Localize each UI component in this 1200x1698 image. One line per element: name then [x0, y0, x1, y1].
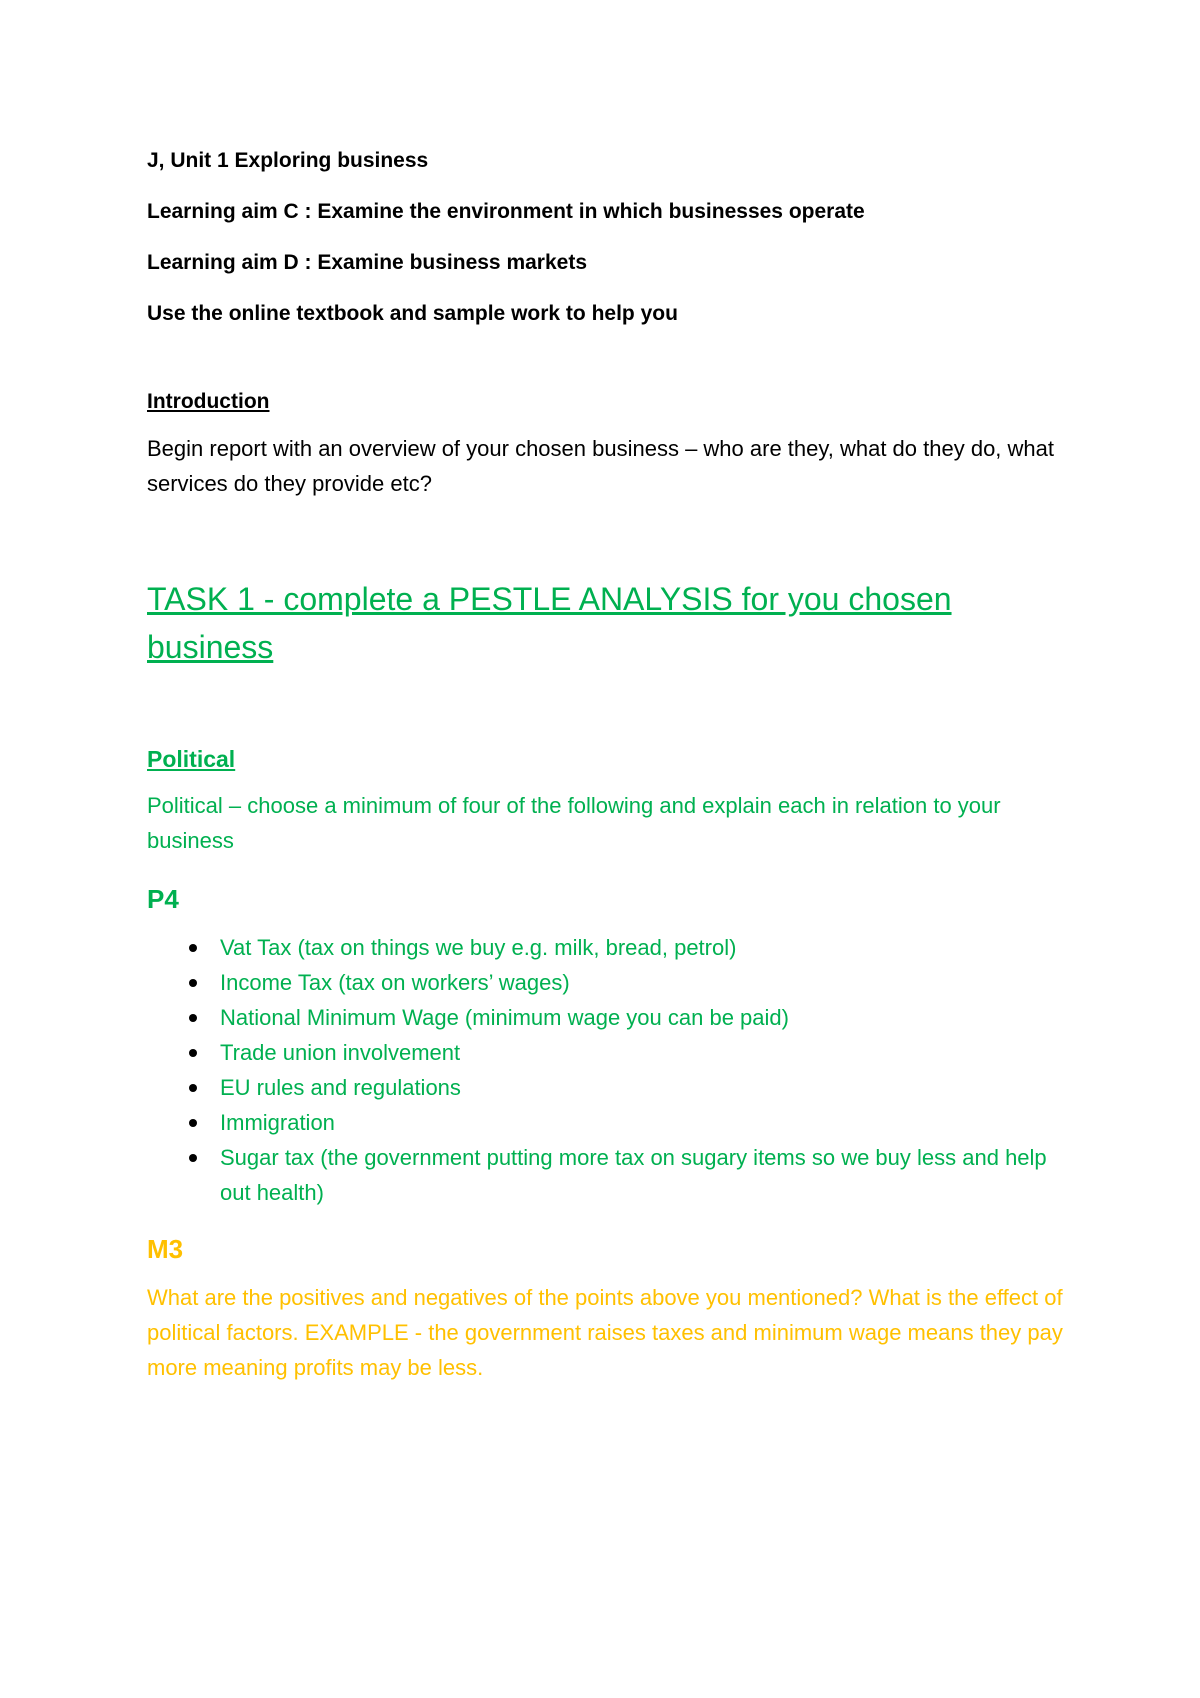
list-item-text: Immigration	[220, 1110, 335, 1135]
political-factors-list	[147, 930, 1077, 1210]
bullet-icon	[189, 1014, 197, 1022]
bullet-icon	[189, 944, 197, 952]
introduction-heading: Introduction	[147, 390, 270, 413]
list-item	[147, 965, 1077, 1000]
learning-aim-d: Learning aim D : Examine business markets	[147, 251, 587, 274]
p4-label: P4	[147, 884, 179, 914]
document-content	[147, 148, 1077, 1385]
unit-title: J, Unit 1 Exploring business	[147, 149, 429, 172]
list-item	[147, 1070, 1077, 1105]
list-item	[147, 1000, 1077, 1035]
list-item	[147, 930, 1077, 965]
list-item-text: Trade union involvement	[220, 1040, 461, 1065]
bullet-icon	[189, 1084, 197, 1092]
list-item-text: Income Tax (tax on workers’ wages)	[220, 970, 570, 995]
m3-label: M3	[147, 1234, 184, 1264]
list-item-text: National Minimum Wage (minimum wage you can be paid)	[220, 1005, 789, 1030]
list-item-text: Sugar tax (the government putting more tax on sugary items so we buy less and help out health)	[220, 1145, 1047, 1205]
political-instruction: Political – choose a minimum of four of the following and explain each in relation to your business	[147, 793, 1001, 853]
textbook-instruction: Use the online textbook and sample work to help you	[147, 302, 678, 325]
task1-heading: TASK 1 - complete a PESTLE ANALYSIS for you chosen business	[147, 581, 952, 665]
political-heading: Political	[147, 746, 236, 772]
bullet-icon	[189, 1154, 197, 1162]
list-item-text: Vat Tax (tax on things we buy e.g. milk, bread, petrol)	[220, 935, 737, 960]
bullet-icon	[189, 1049, 197, 1057]
list-item	[147, 1140, 1077, 1210]
introduction-text: Begin report with an overview of your chosen business – who are they, what do they do, what services do they provide etc?	[147, 436, 1054, 496]
m3-text: What are the positives and negatives of the points above you mentioned? What is the effect of political factors. EXAMPLE - the government raises taxes and minimum wage means they pay more meaning profits may be less.	[147, 1285, 1063, 1380]
bullet-icon	[189, 1119, 197, 1127]
list-item	[147, 1035, 1077, 1070]
list-item	[147, 1105, 1077, 1140]
learning-aim-c: Learning aim C : Examine the environment in which businesses operate	[147, 200, 865, 223]
list-item-text: EU rules and regulations	[220, 1075, 461, 1100]
bullet-icon	[189, 979, 197, 987]
